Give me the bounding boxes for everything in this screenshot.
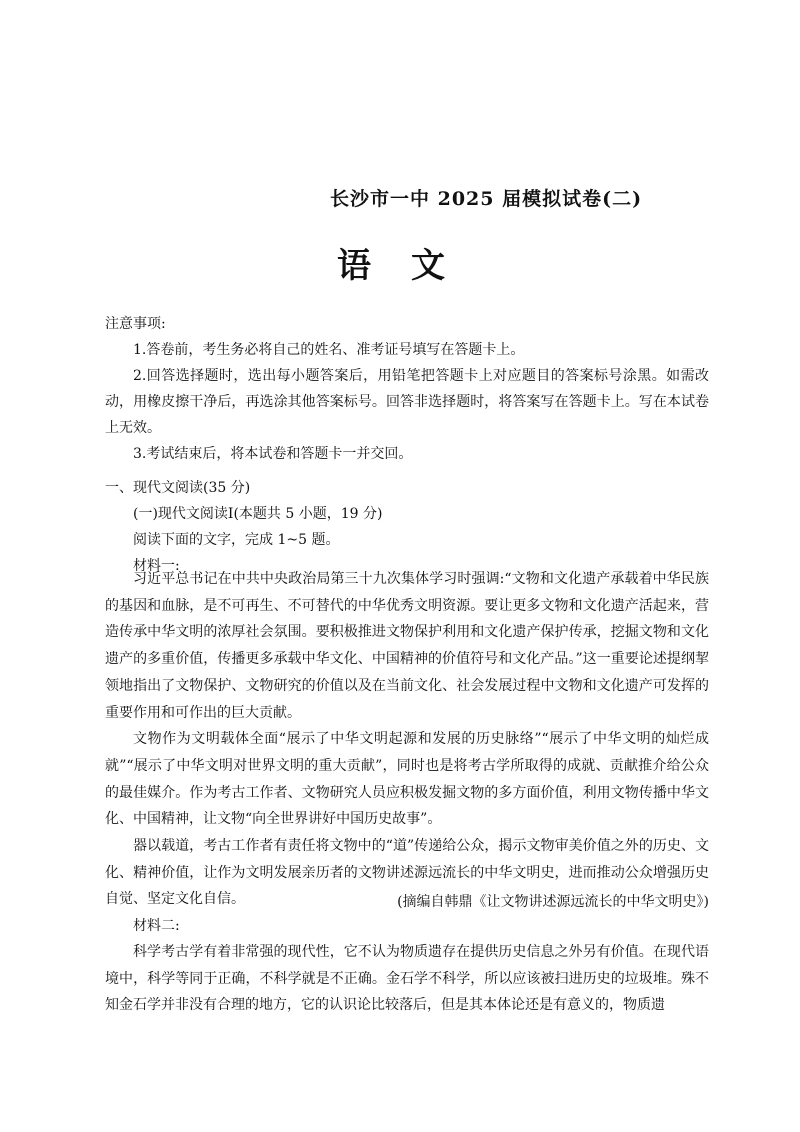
exam-notes	[105, 311, 709, 467]
exam-title: 长沙市一中 2025 届模拟试卷(二)	[330, 188, 643, 210]
material1-source: (摘编自韩鼎《让文物讲述源远流长的中华文明史》)	[397, 894, 709, 910]
material2-label: 材料二:	[133, 918, 180, 934]
material1-paragraph-2: 文物作为文明载体全面“展示了中华文明起源和发展的历史脉络”“展示了中华文明的灿烂成就”“展示了中华文明对世界文明的重大贡献”，同时也是将考古学所取得的成就、贡献推介给公众的最佳媒介。作为考古工作者、文物研究人员应积极发掘文物的多方面价值，利用文物传播中华文化、中国精神，让文物“向全世界讲好中国历史故事”。	[105, 731, 709, 828]
material1-text	[105, 566, 709, 913]
material1-label: 材料一:	[133, 558, 180, 574]
section-instruction: 阅读下面的文字，完成 1~5 题。	[133, 532, 340, 548]
material2-paragraph-1: 科学考古学有着非常强的现代性，它不认为物质遗存在提供历史信息之外另有价值。在现代语境中，科学等同于正确，不科学就是不正确。金石学不科学，所以应该被扫进历史的垃圾堆。殊不知金石学并非没有合理的地方，它的认识论比较落后，但是其本体论还是有意义的，物质遗	[105, 944, 709, 1014]
material2-text	[105, 939, 709, 1019]
subject-title: 语文	[337, 246, 485, 286]
notes-heading: 注意事项:	[105, 316, 166, 332]
reading-section-header	[105, 475, 709, 579]
material1-paragraph-3: 器以载道，考古工作者有责任将文物中的“道”传递给公众，揭示文物审美价值之外的历史、文化、精神价值，让作为文明发展亲历者的文物讲述源远流长的中华文明史，进而推动公众增强历史自觉、坚定文化自信。	[105, 838, 709, 908]
note-item-2: 2.回答选择题时，选出每小题答案后，用铅笔把答题卡上对应题目的答案标号涂黑。如需改动，用橡皮擦干净后，再选涂其他答案标号。回答非选择题时，将答案写在答题卡上。写在本试卷上无效。	[105, 368, 709, 436]
note-item-3: 3.考试结束后，将本试卷和答题卡一并交回。	[133, 446, 413, 462]
note-item-1: 1.答卷前，考生务必将自己的姓名、准考证号填写在答题卡上。	[133, 342, 525, 358]
material1-paragraph-1: 习近平总书记在中共中央政治局第三十九次集体学习时强调:“文物和文化遗产承载着中华民族的基因和血脉，是不可再生、不可替代的中华优秀文明资源。要让更多文物和文化遗产活起来，营造传承中华文明的浓厚社会氛围。要积极推进文物保护利用和文化遗产保护传承，挖掘文物和文化遗产的多重价值，传播更多承载中华文化、中国精神的价值符号和文化产品。”这一重要论述提纲挈领地指出了文物保护、文物研究的价值以及在当前文化、社会发展过程中文物和文化遗产可发挥的重要作用和可作出的巨大贡献。	[105, 571, 709, 721]
section-subtitle: (一)现代文阅读Ⅰ(本题共 5 小题，19 分)	[133, 506, 383, 522]
section-title: 一、现代文阅读(35 分)	[105, 480, 251, 496]
